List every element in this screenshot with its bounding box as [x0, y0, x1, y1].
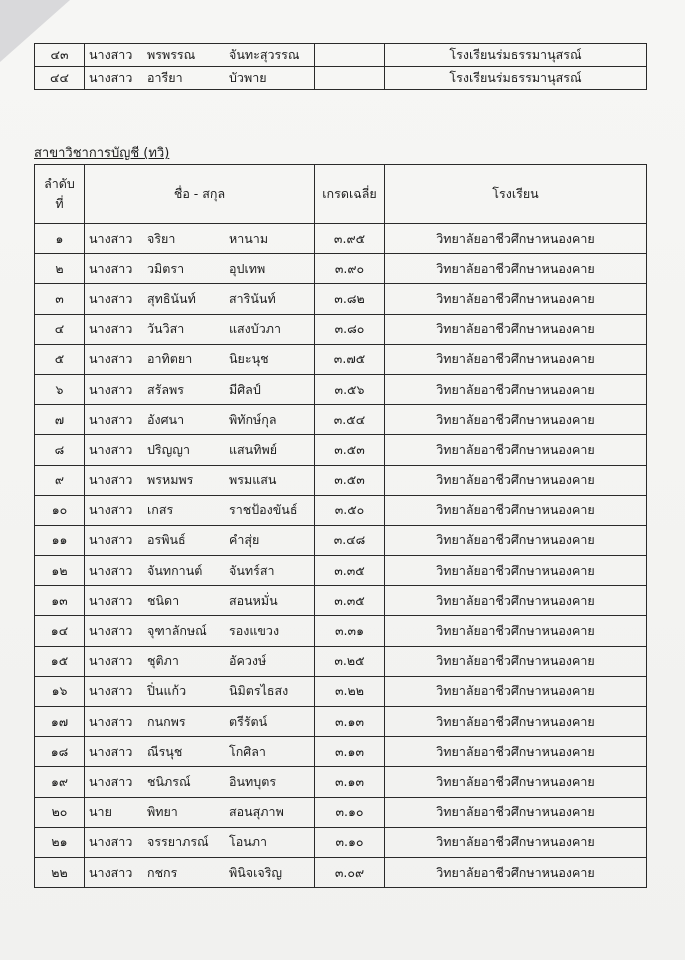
table-row [35, 707, 647, 737]
row-number: ๗ [35, 405, 85, 435]
first-name: อรพินธ์ [147, 532, 186, 548]
student-name [85, 465, 315, 495]
table-row [35, 344, 647, 374]
header-no-line2: ที่ [55, 196, 64, 211]
name-prefix: นางสาว [89, 653, 133, 669]
last-name: ตรีรัตน์ [229, 713, 268, 729]
table-row [35, 797, 647, 827]
gpa-value [315, 67, 385, 90]
table-row [35, 44, 647, 67]
row-number: ๒๒ [35, 857, 85, 887]
last-name: พรมแสน [229, 472, 277, 488]
first-name: ชุติภา [147, 653, 179, 669]
first-name: พิทยา [147, 804, 178, 820]
last-name: รองแขวง [229, 623, 280, 639]
gpa-value [315, 44, 385, 67]
school-name: วิทยาลัยอาชีวศึกษาหนองคาย [385, 707, 647, 737]
row-number: ๖ [35, 374, 85, 404]
student-name [85, 495, 315, 525]
first-name: ชนิภรณ์ [147, 773, 191, 789]
student-name [85, 374, 315, 404]
section-title: สาขาวิชาการบัญชี (ทวิ) [34, 146, 170, 161]
first-name: พรพรรณ [147, 47, 196, 62]
gpa-value: ๓.๓๕ [315, 586, 385, 616]
table-row [35, 676, 647, 706]
gpa-value: ๓.๔๘ [315, 525, 385, 555]
table-row [35, 465, 647, 495]
row-number: ๔๓ [35, 44, 85, 67]
row-number: ๒๐ [35, 797, 85, 827]
student-name [85, 254, 315, 284]
school-name: วิทยาลัยอาชีวศึกษาหนองคาย [385, 254, 647, 284]
name-prefix: นางสาว [89, 623, 133, 639]
gpa-value: ๓.๗๕ [315, 344, 385, 374]
student-name [85, 797, 315, 827]
header-name: ชื่อ - สกุล [85, 165, 315, 224]
last-name: โอนภา [229, 834, 268, 850]
name-prefix: นางสาว [89, 381, 133, 397]
table-row [35, 525, 647, 555]
row-number: ๓ [35, 284, 85, 314]
gpa-value: ๓.๑๐ [315, 827, 385, 857]
last-name: บัวพาย [229, 70, 267, 85]
name-prefix: นางสาว [89, 230, 133, 246]
student-name [85, 525, 315, 555]
first-name: วันวิสา [147, 321, 185, 337]
last-name: อัควงษ์ [229, 653, 267, 669]
last-name: นิยะนุช [229, 351, 269, 367]
first-name: กนกพร [147, 713, 186, 729]
school-name: วิทยาลัยอาชีวศึกษาหนองคาย [385, 586, 647, 616]
school-name: วิทยาลัยอาชีวศึกษาหนองคาย [385, 616, 647, 646]
first-name: สุทธินันท์ [147, 290, 196, 306]
first-name: กชกร [147, 864, 178, 880]
name-prefix: นางสาว [89, 713, 133, 729]
gpa-value: ๓.๕๓ [315, 465, 385, 495]
school-name: วิทยาลัยอาชีวศึกษาหนองคาย [385, 405, 647, 435]
student-name [85, 676, 315, 706]
first-name: ณีรนุช [147, 743, 183, 759]
school-name: โรงเรียนร่มธรรมานุสรณ์ [385, 67, 647, 90]
row-number: ๑๗ [35, 707, 85, 737]
gpa-value: ๓.๑๓ [315, 737, 385, 767]
gpa-value: ๓.๕๐ [315, 495, 385, 525]
row-number: ๑๐ [35, 495, 85, 525]
row-number: ๑๓ [35, 586, 85, 616]
last-name: มีศิลป์ [229, 381, 261, 397]
table-row [35, 374, 647, 404]
name-prefix: นางสาว [89, 502, 133, 518]
name-prefix: นางสาว [89, 441, 133, 457]
student-name [85, 737, 315, 767]
table-row [35, 495, 647, 525]
gpa-value: ๓.๕๓ [315, 435, 385, 465]
table-row [35, 556, 647, 586]
first-name: อารียา [147, 70, 183, 85]
table-header-row [35, 165, 647, 224]
table-row [35, 405, 647, 435]
student-name [85, 314, 315, 344]
table-row [35, 284, 647, 314]
gpa-value: ๓.๑๐ [315, 797, 385, 827]
row-number: ๒ [35, 254, 85, 284]
header-school: โรงเรียน [385, 165, 647, 224]
last-name: สอนสุภาพ [229, 804, 284, 820]
name-prefix: นางสาว [89, 592, 133, 608]
school-name: วิทยาลัยอาชีวศึกษาหนองคาย [385, 435, 647, 465]
school-name: วิทยาลัยอาชีวศึกษาหนองคาย [385, 767, 647, 797]
row-number: ๘ [35, 435, 85, 465]
school-name: วิทยาลัยอาชีวศึกษาหนองคาย [385, 465, 647, 495]
school-name: วิทยาลัยอาชีวศึกษาหนองคาย [385, 797, 647, 827]
name-prefix: นางสาว [89, 743, 133, 759]
table-row [35, 616, 647, 646]
row-number: ๑๔ [35, 616, 85, 646]
school-name: วิทยาลัยอาชีวศึกษาหนองคาย [385, 374, 647, 404]
school-name: วิทยาลัยอาชีวศึกษาหนองคาย [385, 646, 647, 676]
table-row [35, 767, 647, 797]
gpa-value: ๓.๓๑ [315, 616, 385, 646]
school-name: วิทยาลัยอาชีวศึกษาหนองคาย [385, 857, 647, 887]
school-name: วิทยาลัยอาชีวศึกษาหนองคาย [385, 556, 647, 586]
row-number: ๔ [35, 314, 85, 344]
student-name [85, 44, 315, 67]
table-row [35, 586, 647, 616]
gpa-value: ๓.๙๕ [315, 224, 385, 254]
student-name [85, 405, 315, 435]
header-gpa: เกรดเฉลี่ย [315, 165, 385, 224]
last-name: สารินันท์ [229, 290, 276, 306]
student-name [85, 435, 315, 465]
school-name: วิทยาลัยอาชีวศึกษาหนองคาย [385, 495, 647, 525]
name-prefix: นางสาว [89, 773, 133, 789]
row-number: ๔๔ [35, 67, 85, 90]
table-row [35, 224, 647, 254]
name-prefix: นางสาว [89, 532, 133, 548]
last-name: นิมิตรไธสง [229, 683, 289, 699]
name-prefix: นางสาว [89, 47, 133, 62]
first-name: อังศนา [147, 411, 185, 427]
student-name [85, 707, 315, 737]
name-prefix: นางสาว [89, 351, 133, 367]
last-name: พิทักษ์กุล [229, 411, 277, 427]
row-number: ๑ [35, 224, 85, 254]
school-name: วิทยาลัยอาชีวศึกษาหนองคาย [385, 314, 647, 344]
table-row [35, 857, 647, 887]
last-name: ราชป้องขันธ์ [229, 502, 298, 518]
first-name: จุฑาลักษณ์ [147, 623, 207, 639]
first-name: จันทกานต์ [147, 562, 203, 578]
student-name [85, 616, 315, 646]
name-prefix: นางสาว [89, 562, 133, 578]
first-name: สรัลพร [147, 381, 184, 397]
student-name [85, 224, 315, 254]
student-name [85, 586, 315, 616]
gpa-value: ๓.๕๔ [315, 405, 385, 435]
name-prefix: นางสาว [89, 864, 133, 880]
first-name: พรหมพร [147, 472, 194, 488]
row-number: ๙ [35, 465, 85, 495]
row-number: ๑๕ [35, 646, 85, 676]
gpa-value: ๓.๙๐ [315, 254, 385, 284]
table-row [35, 314, 647, 344]
gpa-value: ๓.๓๕ [315, 556, 385, 586]
row-number: ๑๑ [35, 525, 85, 555]
row-number: ๑๘ [35, 737, 85, 767]
name-prefix: นางสาว [89, 683, 133, 699]
gpa-value: ๓.๑๓ [315, 707, 385, 737]
student-name [85, 556, 315, 586]
student-name [85, 344, 315, 374]
name-prefix: นางสาว [89, 70, 133, 85]
table-row [35, 646, 647, 676]
name-prefix: นางสาว [89, 321, 133, 337]
school-name: วิทยาลัยอาชีวศึกษาหนองคาย [385, 676, 647, 706]
table-row [35, 737, 647, 767]
header-no [35, 165, 85, 224]
school-name: วิทยาลัยอาชีวศึกษาหนองคาย [385, 525, 647, 555]
name-prefix: นางสาว [89, 834, 133, 850]
first-name: ปริญญา [147, 441, 190, 457]
row-number: ๑๒ [35, 556, 85, 586]
table-row [35, 254, 647, 284]
student-name [85, 857, 315, 887]
row-number: ๑๖ [35, 676, 85, 706]
student-list-body [35, 224, 647, 888]
school-name: วิทยาลัยอาชีวศึกษาหนองคาย [385, 284, 647, 314]
row-number: ๑๙ [35, 767, 85, 797]
row-number: ๕ [35, 344, 85, 374]
table-row [35, 435, 647, 465]
student-name [85, 767, 315, 797]
student-name [85, 827, 315, 857]
gpa-value: ๓.๐๙ [315, 857, 385, 887]
gpa-value: ๓.๒๕ [315, 646, 385, 676]
first-name: อาทิตยา [147, 351, 193, 367]
school-name: วิทยาลัยอาชีวศึกษาหนองคาย [385, 737, 647, 767]
last-name: โกศิลา [229, 743, 266, 759]
name-prefix: นาย [89, 804, 112, 820]
first-name: เกสร [147, 502, 174, 518]
last-name: พินิจเจริญ [229, 864, 283, 880]
last-name: จันทะสุวรรณ [229, 47, 300, 62]
last-name: คำสุ่ย [229, 532, 260, 548]
gpa-value: ๓.๕๖ [315, 374, 385, 404]
row-number: ๒๑ [35, 827, 85, 857]
school-name: โรงเรียนร่มธรรมานุสรณ์ [385, 44, 647, 67]
last-name: แสงบัวภา [229, 321, 282, 337]
name-prefix: นางสาว [89, 411, 133, 427]
school-name: วิทยาลัยอาชีวศึกษาหนองคาย [385, 827, 647, 857]
last-name: แสนทิพย์ [229, 441, 278, 457]
student-list-table [34, 164, 647, 888]
gpa-value: ๓.๘๐ [315, 314, 385, 344]
school-name: วิทยาลัยอาชีวศึกษาหนองคาย [385, 344, 647, 374]
last-name: สอนหมั่น [229, 592, 278, 608]
first-name: วมิตรา [147, 260, 185, 276]
previous-list-table [34, 43, 647, 90]
gpa-value: ๓.๘๒ [315, 284, 385, 314]
name-prefix: นางสาว [89, 472, 133, 488]
gpa-value: ๓.๒๒ [315, 676, 385, 706]
last-name: จันทร์สา [229, 562, 275, 578]
student-name [85, 646, 315, 676]
name-prefix: นางสาว [89, 260, 133, 276]
student-name [85, 284, 315, 314]
gpa-value: ๓.๑๓ [315, 767, 385, 797]
header-no-line1: ลำดับ [44, 176, 75, 191]
table-row [35, 67, 647, 90]
name-prefix: นางสาว [89, 290, 133, 306]
last-name: หานาม [229, 230, 269, 246]
first-name: ปิ่นแก้ว [147, 683, 187, 699]
student-name [85, 67, 315, 90]
school-name: วิทยาลัยอาชีวศึกษาหนองคาย [385, 224, 647, 254]
first-name: ชนิดา [147, 592, 180, 608]
first-name: จริยา [147, 230, 176, 246]
table-row [35, 827, 647, 857]
first-name: จรรยาภรณ์ [147, 834, 209, 850]
last-name: อุปเทพ [229, 260, 266, 276]
last-name: อินทบุตร [229, 773, 277, 789]
previous-list-body [35, 44, 647, 90]
